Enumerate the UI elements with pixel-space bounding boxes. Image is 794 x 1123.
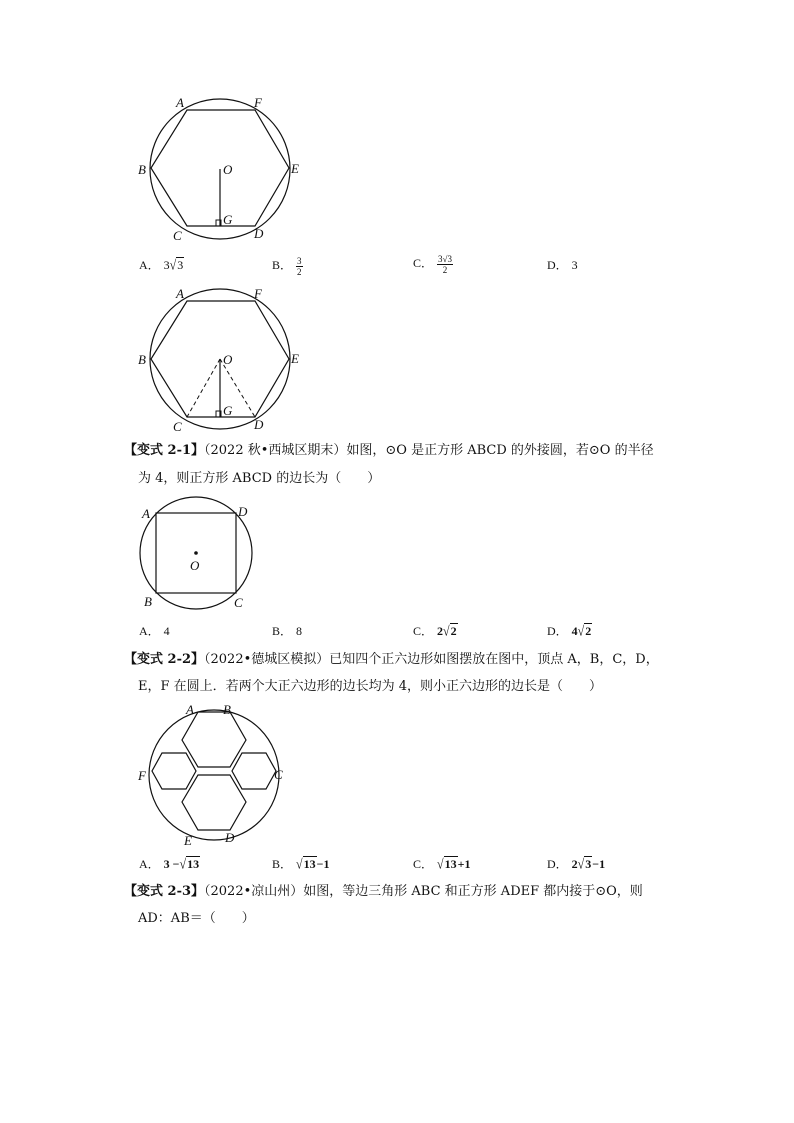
svg-text:D: D: [225, 830, 235, 845]
svg-text:D: D: [238, 504, 248, 519]
variant-2-2-option-a[interactable]: A． 3 −√13: [139, 855, 200, 873]
variant-2-2-option-c[interactable]: C． √13+1: [413, 855, 471, 873]
svg-text:E: E: [184, 833, 192, 848]
svg-text:O: O: [190, 558, 200, 573]
option-c[interactable]: C． $\frac{3√3}{2}$: [413, 254, 452, 275]
svg-text:C: C: [173, 228, 182, 243]
svg-text:E: E: [291, 161, 299, 176]
lower-large-hexagon: [182, 775, 246, 830]
left-small-hexagon: [152, 753, 196, 789]
variant-2-1-option-b[interactable]: B． 8: [272, 624, 303, 638]
variant-2-2-option-d[interactable]: D． 2√3−1: [547, 855, 606, 873]
svg-text:D: D: [254, 417, 264, 432]
upper-large-hexagon: [182, 712, 246, 767]
svg-text:A: A: [142, 506, 150, 521]
variant-2-3-line-1: 【变式 2-3】（2022•凉山州）如图，等边三角形 ABC 和正方形 ADEF 都内接于⊙O，则: [124, 884, 643, 899]
variant-2-3-line-2: AD：AB＝（ ）: [138, 911, 255, 926]
svg-text:A: A: [176, 95, 184, 110]
option-b[interactable]: B． $\frac{3}{2}$: [272, 256, 302, 277]
right-small-hexagon: [232, 753, 276, 789]
svg-text:F: F: [254, 286, 262, 301]
svg-text:O: O: [223, 162, 233, 177]
hexagon-figure-1: [130, 92, 310, 242]
center-point: [194, 551, 198, 555]
svg-text:O: O: [223, 352, 233, 367]
svg-text:C: C: [173, 419, 182, 434]
svg-text:E: E: [291, 351, 299, 366]
four-hexagons-figure: [134, 703, 294, 851]
svg-text:G: G: [223, 212, 233, 227]
svg-text:A: A: [186, 702, 194, 717]
svg-text:B: B: [144, 594, 152, 609]
variant-2-1-option-a[interactable]: A． 4: [139, 624, 170, 638]
svg-text:A: A: [176, 286, 184, 301]
option-d[interactable]: D． 3: [547, 258, 578, 272]
svg-text:B: B: [138, 162, 146, 177]
variant-2-1-line-2: 为 4，则正方形 ABCD 的边长为（ ）: [138, 471, 381, 486]
square-in-circle-figure: [136, 500, 266, 612]
variant-2-2-option-b[interactable]: B． √13−1: [272, 855, 330, 873]
svg-text:C: C: [274, 767, 283, 782]
variant-2-2-line-1: 【变式 2-2】（2022•德城区模拟）已知四个正六边形如图摆放在图中，顶点 A，B，C，D，: [124, 652, 659, 667]
option-a[interactable]: A． 3√3: [139, 256, 184, 274]
svg-text:F: F: [254, 95, 262, 110]
variant-2-1-option-c[interactable]: C． 2√2: [413, 622, 457, 640]
variant-2-1-line-1: 【变式 2-1】（2022 秋•西城区期末）如图，⊙O 是正方形 ABCD 的外接圆，若⊙O 的半径: [124, 443, 654, 458]
svg-text:D: D: [254, 226, 264, 241]
variant-2-2-line-2: E，F 在圆上．若两个大正六边形的边长均为 4，则小正六边形的边长是（ ）: [138, 679, 603, 694]
hexagon-figure-2: [130, 283, 310, 433]
svg-text:G: G: [223, 403, 233, 418]
variant-2-1-option-d[interactable]: D． 4√2: [547, 622, 592, 640]
svg-text:B: B: [138, 352, 146, 367]
svg-text:B: B: [223, 702, 231, 717]
svg-text:C: C: [234, 595, 243, 610]
dashed-oc: [187, 359, 220, 417]
svg-text:F: F: [138, 768, 146, 783]
